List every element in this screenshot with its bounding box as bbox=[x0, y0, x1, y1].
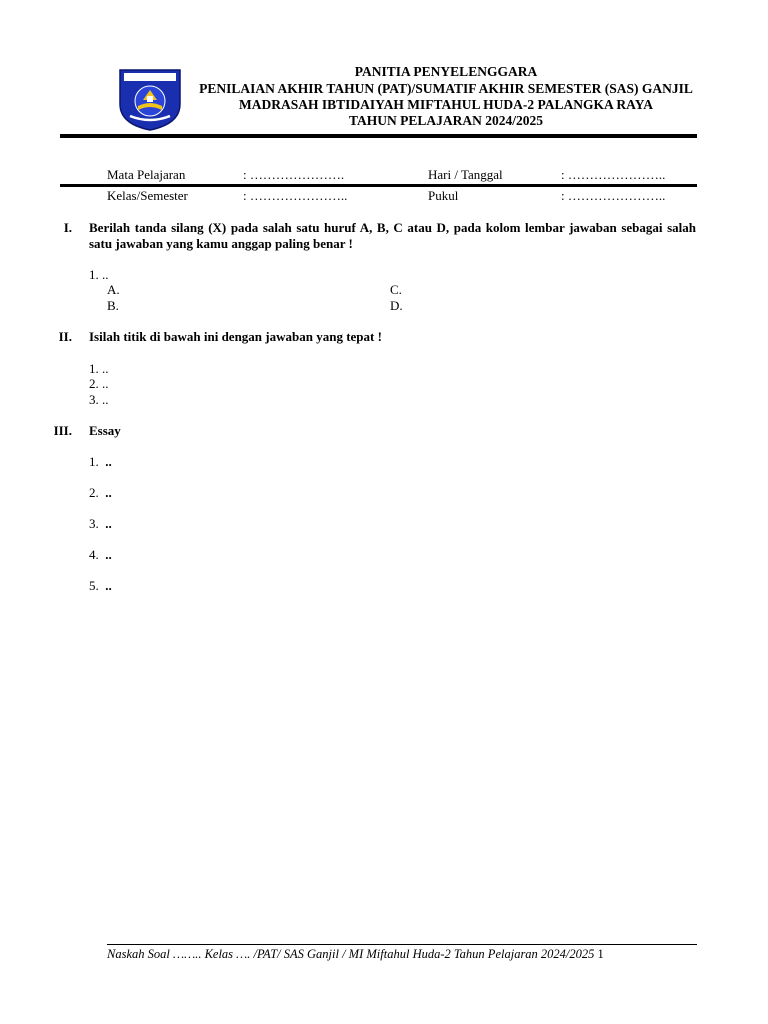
section-2-numeral: II. bbox=[58, 329, 72, 344]
class-semester-value: : ………………….. bbox=[243, 188, 348, 203]
subject-value: : …………………. bbox=[243, 167, 345, 182]
mc-question-1: 1. .. bbox=[89, 267, 109, 282]
class-semester-label: Kelas/Semester bbox=[107, 188, 188, 203]
mc-option-c: C. bbox=[390, 282, 402, 297]
day-date-value: : ………………….. bbox=[561, 167, 666, 182]
header-divider bbox=[60, 134, 697, 138]
info-divider bbox=[60, 184, 697, 187]
section-2-instruction: Isilah titik di bawah ini dengan jawaban yang tepat ! bbox=[89, 329, 382, 344]
mc-option-b: B. bbox=[107, 298, 119, 313]
mc-option-d: D. bbox=[390, 298, 403, 313]
header-school-name: MADRASAH IBTIDAIYAH MIFTAHUL HUDA-2 PALANGKA RAYA bbox=[239, 97, 653, 112]
header-committee: PANITIA PENYELENGGARA bbox=[354, 64, 538, 79]
section-1-instruction: Berilah tanda silang (X) pada salah satu huruf A, B, C atau D, pada kolom lembar jawaban sebagai salah satu jawaban yang kamu anggap paling benar ! bbox=[89, 220, 696, 251]
essay-item-3: 3. .. bbox=[89, 516, 112, 531]
section-3-numeral: III. bbox=[53, 423, 72, 438]
header-exam-title: PENILAIAN AKHIR TAHUN (PAT)/SUMATIF AKHIR SEMESTER (SAS) GANJIL bbox=[199, 81, 693, 96]
essay-item-5: 5. .. bbox=[89, 578, 112, 593]
subject-label: Mata Pelajaran bbox=[107, 167, 186, 182]
mc-option-a: A. bbox=[107, 282, 120, 297]
day-date-label: Hari / Tanggal bbox=[428, 167, 503, 182]
footer bbox=[107, 946, 697, 962]
time-value: : ………………….. bbox=[561, 188, 666, 203]
fill-item-3: 3. .. bbox=[89, 392, 109, 407]
section-1-numeral: I. bbox=[63, 220, 72, 235]
footer-divider bbox=[107, 944, 697, 945]
essay-item-2: 2. .. bbox=[89, 485, 112, 500]
section-3-instruction: Essay bbox=[89, 423, 121, 438]
school-emblem-icon bbox=[116, 66, 184, 132]
fill-item-1: 1. .. bbox=[89, 361, 109, 376]
essay-item-4: 4. .. bbox=[89, 547, 112, 562]
header-academic-year: TAHUN PELAJARAN 2024/2025 bbox=[348, 113, 543, 128]
page-number: 1 bbox=[597, 947, 604, 961]
footer-text: Naskah Soal …….. Kelas …. /PAT/ SAS Ganjil / MI Miftahul Huda-2 Tahun Pelajaran 2024/2025 bbox=[107, 947, 595, 961]
fill-item-2: 2. .. bbox=[89, 376, 109, 391]
essay-item-1: 1. .. bbox=[89, 454, 112, 469]
time-label: Pukul bbox=[428, 188, 459, 203]
